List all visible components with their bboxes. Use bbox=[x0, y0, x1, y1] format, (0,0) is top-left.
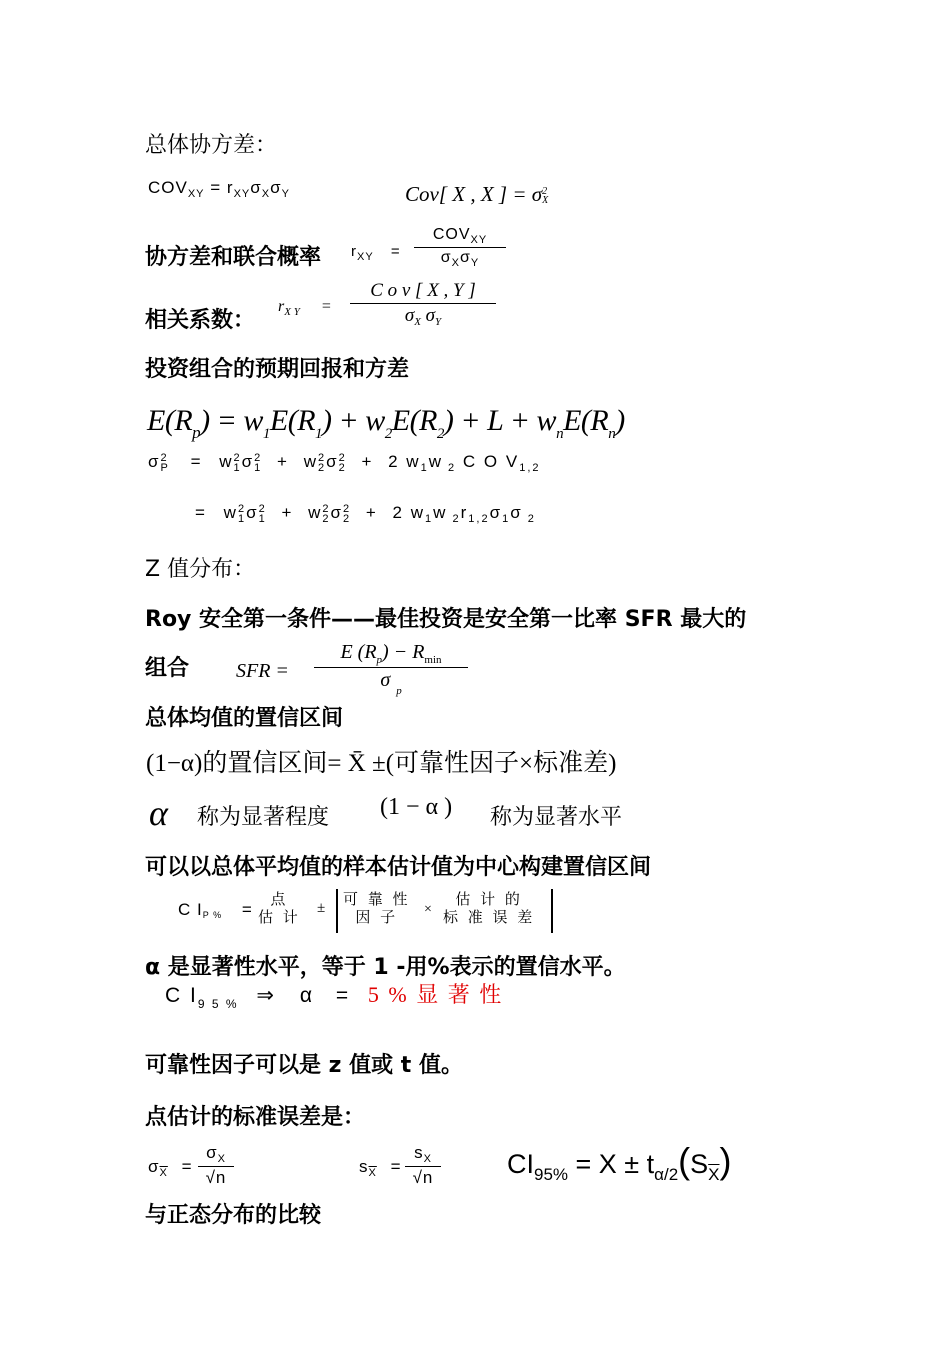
ci95-significance-line: C $I_{9 5 \%}$ ⇒ α = 5 % 显 著 性 bbox=[165, 982, 504, 1011]
alpha-label: 称为显著程度 bbox=[197, 805, 330, 830]
confidence-interval-formula: (1−α)的置信区间= X̄ ±(可靠性因子×标准差) bbox=[146, 750, 617, 777]
heading-confidence-interval-mean: 总体均值的置信区间 bbox=[145, 706, 344, 731]
portfolio-variance-formula-2: = w 2 1 σ 2 1 + w 2 2 σ 2 2 + 2 $w_1w$ $_2r_{1,2}\sigma_1\sigma$ $_2$ bbox=[195, 503, 536, 525]
sfr-lhs: SFR = bbox=[236, 660, 289, 682]
heading-reliability-factor: 可靠性因子可以是 z 值或 t 值。 bbox=[145, 1053, 463, 1078]
one-minus-alpha: (1 − α ) bbox=[380, 794, 453, 820]
portfolio-variance-formula-1: σ 2 P = w 2 1 σ 2 1 + w 2 2 σ 2 2 + 2 $w_1w$ $_2$ C O $V_{1,2}$ bbox=[148, 452, 541, 474]
heading-population-covariance: 总体协方差： bbox=[145, 133, 278, 158]
s-xbar-fraction: $\frac{s_X}{√n}$ bbox=[405, 1143, 441, 1188]
ci-times: × bbox=[424, 902, 432, 917]
heading-alpha-significance: α 是显著性水平，等于 1 -用%表示的置信水平。 bbox=[145, 955, 626, 980]
heading-roy-safety-first: Roy 安全第一条件——最佳投资是安全第一比率 SFR 最大的 bbox=[145, 607, 747, 632]
correlation-coef-fraction: $\frac{\text{C o v [ X , Y ]}}{\sigma_X \sigma_Y}$ bbox=[350, 280, 496, 328]
heading-z-distribution: Z 值分布： bbox=[145, 557, 256, 582]
ci-general-formula: C IP % = bbox=[178, 900, 253, 920]
ci-bracket-right bbox=[551, 889, 553, 933]
heading-standard-error: 点估计的标准误差是： bbox=[145, 1105, 366, 1130]
ci-plus-minus: ± bbox=[317, 900, 326, 916]
heading-compare-normal: 与正态分布的比较 bbox=[145, 1203, 322, 1228]
ci-standard-error: 估 计 的 标 准 误 差 bbox=[443, 892, 536, 926]
heading-covariance-joint-probability: 协方差和联合概率 bbox=[145, 245, 322, 270]
ci95-t-formula: $CI_{95\%} = X \pm t_{\alpha/2}(S_{\overline{X}})$ bbox=[507, 1140, 732, 1184]
heading-build-ci-from-sample: 可以以总体平均值的样本估计值为中心构建置信区间 bbox=[145, 855, 652, 880]
ci-bracket-left bbox=[336, 889, 338, 933]
ci-point-estimate: 点 估 计 bbox=[258, 892, 301, 926]
one-minus-alpha-label: 称为显著水平 bbox=[490, 805, 623, 830]
heading-roy-safety-first-cont: 组合 bbox=[145, 656, 190, 681]
heading-portfolio-return-variance: 投资组合的预期回报和方差 bbox=[145, 357, 410, 382]
ci-reliability-factor: 可 靠 性 因 子 bbox=[343, 892, 411, 926]
alpha-symbol: α bbox=[149, 793, 168, 833]
covariance-formula: $COV_{XY} = r_{XY}\sigma_X\sigma_Y$ bbox=[148, 178, 290, 200]
sfr-fraction: E $(R_p) - R_{min}$ σ $_p$ bbox=[314, 641, 468, 697]
heading-correlation-coefficient: 相关系数： bbox=[145, 308, 256, 333]
portfolio-expected-return-formula: $E(R_p) = w_1E(R_1) + w_2E(R_2) + L + w_nE(R_n)$ bbox=[147, 404, 625, 442]
s-xbar-lhs: $s_{\overline{X}}$ = bbox=[359, 1157, 402, 1179]
correlation-coef-lhs: $r_{X Y}$ = bbox=[278, 298, 331, 318]
variance-identity-formula: Cov[ X , X ] = σ 2 X bbox=[405, 182, 549, 206]
sigma-xbar-fraction: $\frac{\sigma_X}{√n}$ bbox=[198, 1143, 234, 1188]
correlation-fraction: $COV_{XY}$ $\sigma_X\sigma_Y$ bbox=[414, 226, 506, 269]
sigma-xbar-lhs: $\sigma_{\overline{X}}$ = bbox=[148, 1157, 193, 1179]
correlation-lhs: $r_{XY}$ = bbox=[351, 243, 401, 263]
